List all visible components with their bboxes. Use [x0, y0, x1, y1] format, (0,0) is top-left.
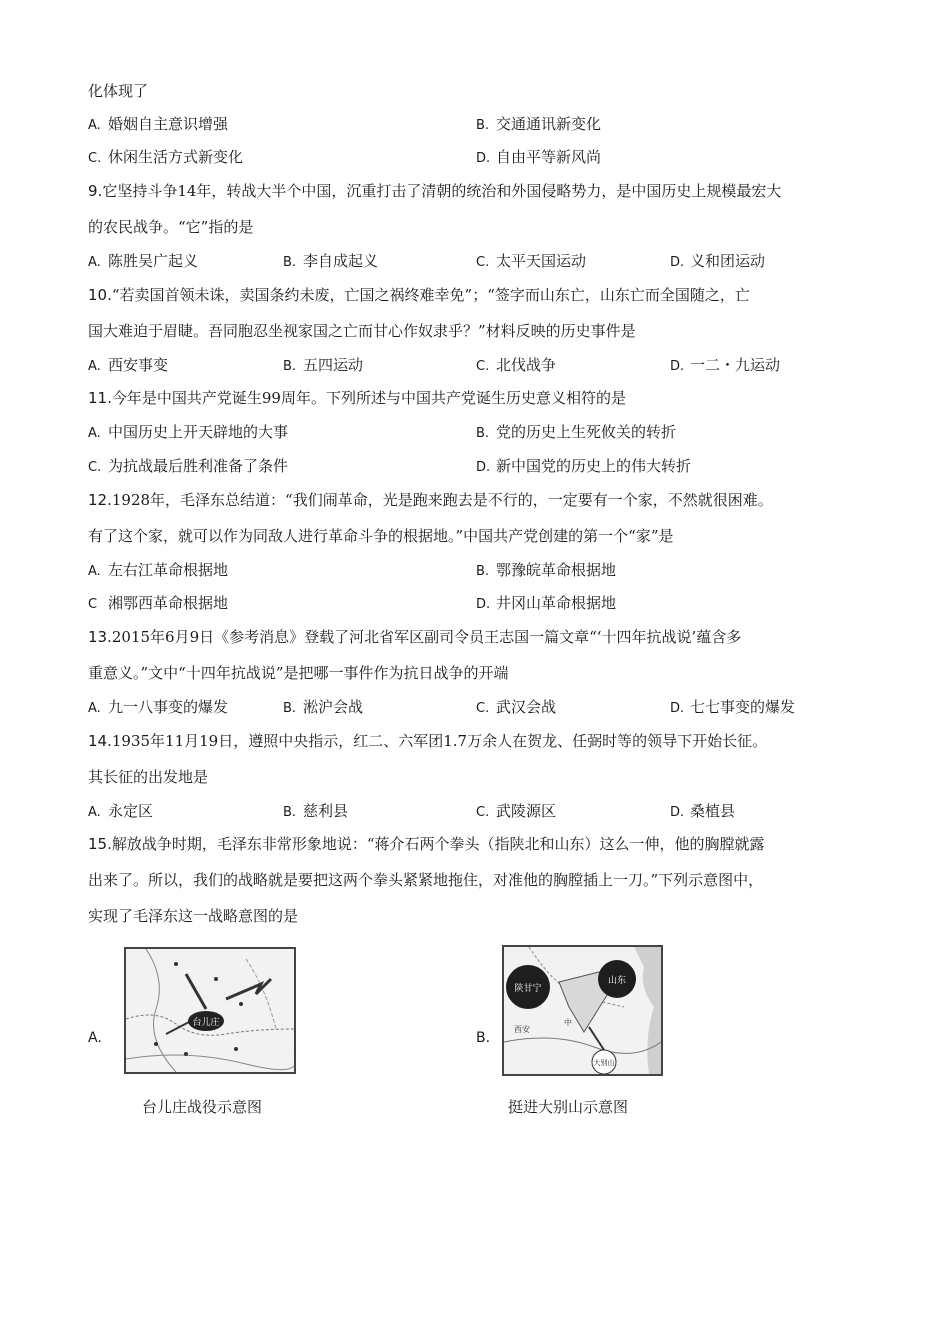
- figure-a-caption: 台儿庄战役示意图: [142, 1098, 263, 1116]
- q9-stem-line-1: 9.它坚持斗争14年，转战大半个中国，沉重打击了清朝的统治和外国侵略势力，是中国历史上规模最宏大: [88, 182, 782, 200]
- dabieshan-label: 大别山: [593, 1059, 615, 1067]
- q9-option-d[interactable]: D. 义和团运动: [670, 252, 766, 270]
- q10-option-a[interactable]: A. 西安事变: [88, 356, 169, 374]
- q13-stem-line-1: 13.2015年6月9日《参考消息》登载了河北省军区副司令员王志国一篇文章“‘十四年抗战说’蕴含多: [88, 628, 742, 646]
- q13-option-c[interactable]: C. 武汉会战: [476, 698, 557, 716]
- q14-option-d[interactable]: D. 桑植县: [670, 802, 736, 820]
- q9-option-c[interactable]: C. 太平天国运动: [476, 252, 587, 270]
- taierzhuang-label: 台儿庄: [192, 1018, 220, 1028]
- q12-option-d[interactable]: D. 井冈山革命根据地: [476, 594, 617, 612]
- shandong-label: 山东: [607, 976, 627, 986]
- q14-option-a[interactable]: A. 永定区: [88, 802, 154, 820]
- q10-stem-line-2: 国大难迫于眉睫。吾同胞忍坐视家国之亡而甘心作奴隶乎？”材料反映的历史事件是: [88, 322, 636, 340]
- q10-stem-line-1: 10.“若卖国首领未诛，卖国条约未废，亡国之祸终难幸免”；“签字而山东亡，山东亡而全国随之，亡: [88, 286, 750, 304]
- dabieshan-map-graphic: [504, 947, 661, 1074]
- q14-stem-line-2: 其长征的出发地是: [88, 768, 209, 786]
- taierzhuang-map-graphic: [126, 949, 294, 1072]
- q14-stem-line-1: 14.1935年11月19日，遵照中央指示，红二、六军团1.7万余人在贺龙、任弼时等的领导下开始长征。: [88, 732, 768, 750]
- q11-option-b[interactable]: B. 党的历史上生死攸关的转折: [476, 423, 677, 441]
- q10-option-b[interactable]: B. 五四运动: [283, 356, 364, 374]
- figure-a-option-key[interactable]: A.: [88, 1030, 102, 1046]
- q14-option-c[interactable]: C. 武陵源区: [476, 802, 557, 820]
- q12-option-a[interactable]: A. 左右江革命根据地: [88, 561, 229, 579]
- q12-stem-line-1: 12.1928年，毛泽东总结道：“我们闹革命，光是跑来跑去是不行的，一定要有一个家，不然就很困难。: [88, 491, 773, 509]
- q13-option-b[interactable]: B. 淞沪会战: [283, 698, 364, 716]
- q8-option-c[interactable]: C. 休闲生活方式新变化: [88, 148, 244, 166]
- shaanganning-label: 陕甘宁: [514, 984, 542, 994]
- q8-option-d[interactable]: D. 自由平等新风尚: [476, 148, 602, 166]
- q11-option-c[interactable]: C. 为抗战最后胜利准备了条件: [88, 457, 289, 475]
- q13-option-d[interactable]: D. 七七事变的爆发: [670, 698, 796, 716]
- q12-stem-line-2: 有了这个家，就可以作为同敌人进行革命斗争的根据地。”中国共产党创建的第一个“家”是: [88, 527, 674, 545]
- q15-stem-line-2: 出来了。所以，我们的战略就是要把这两个拳头紧紧地拖住，对准他的胸膛插上一刀。”下列示意图中，: [88, 871, 764, 889]
- q15-stem-line-3: 实现了毛泽东这一战略意图的是: [88, 907, 299, 925]
- q8-option-b[interactable]: B. 交通通讯新变化: [476, 115, 602, 133]
- q15-stem-line-1: 15.解放战争时期，毛泽东非常形象地说：“蒋介石两个拳头（指陕北和山东）这么一伸，他的胸膛就露: [88, 835, 765, 853]
- q9-option-b[interactable]: B. 李自成起义: [283, 252, 379, 270]
- q13-stem-line-2: 重意义。”文中“十四年抗战说”是把哪一事件作为抗日战争的开端: [88, 664, 509, 682]
- xian-label: 西安: [514, 1025, 530, 1034]
- q12-option-c[interactable]: C 湘鄂西革命根据地: [88, 594, 229, 612]
- q10-option-c[interactable]: C. 北伐战争: [476, 356, 557, 374]
- q9-stem-line-2: 的农民战争。“它”指的是: [88, 218, 254, 236]
- q13-option-a[interactable]: A. 九一八事变的爆发: [88, 698, 229, 716]
- zhong-label: 中: [564, 1018, 572, 1027]
- figure-b-map: [502, 945, 663, 1076]
- q9-option-a[interactable]: A. 陈胜吴广起义: [88, 252, 199, 270]
- figure-b-option-key[interactable]: B.: [476, 1030, 491, 1046]
- q11-option-a[interactable]: A. 中国历史上开天辟地的大事: [88, 423, 289, 441]
- figure-b-caption: 挺进大别山示意图: [508, 1098, 629, 1116]
- q10-option-d[interactable]: D. 一二・九运动: [670, 356, 781, 374]
- continuation-text: 化体现了: [88, 82, 149, 100]
- q12-option-b[interactable]: B. 鄂豫皖革命根据地: [476, 561, 617, 579]
- q11-stem-line-1: 11.今年是中国共产党诞生99周年。下列所述与中国共产党诞生历史意义相符的是: [88, 389, 626, 407]
- q11-option-d[interactable]: D. 新中国党的历史上的伟大转折: [476, 457, 692, 475]
- q14-option-b[interactable]: B. 慈利县: [283, 802, 349, 820]
- q8-option-a[interactable]: A. 婚姻自主意识增强: [88, 115, 229, 133]
- figure-a-map: [124, 947, 296, 1074]
